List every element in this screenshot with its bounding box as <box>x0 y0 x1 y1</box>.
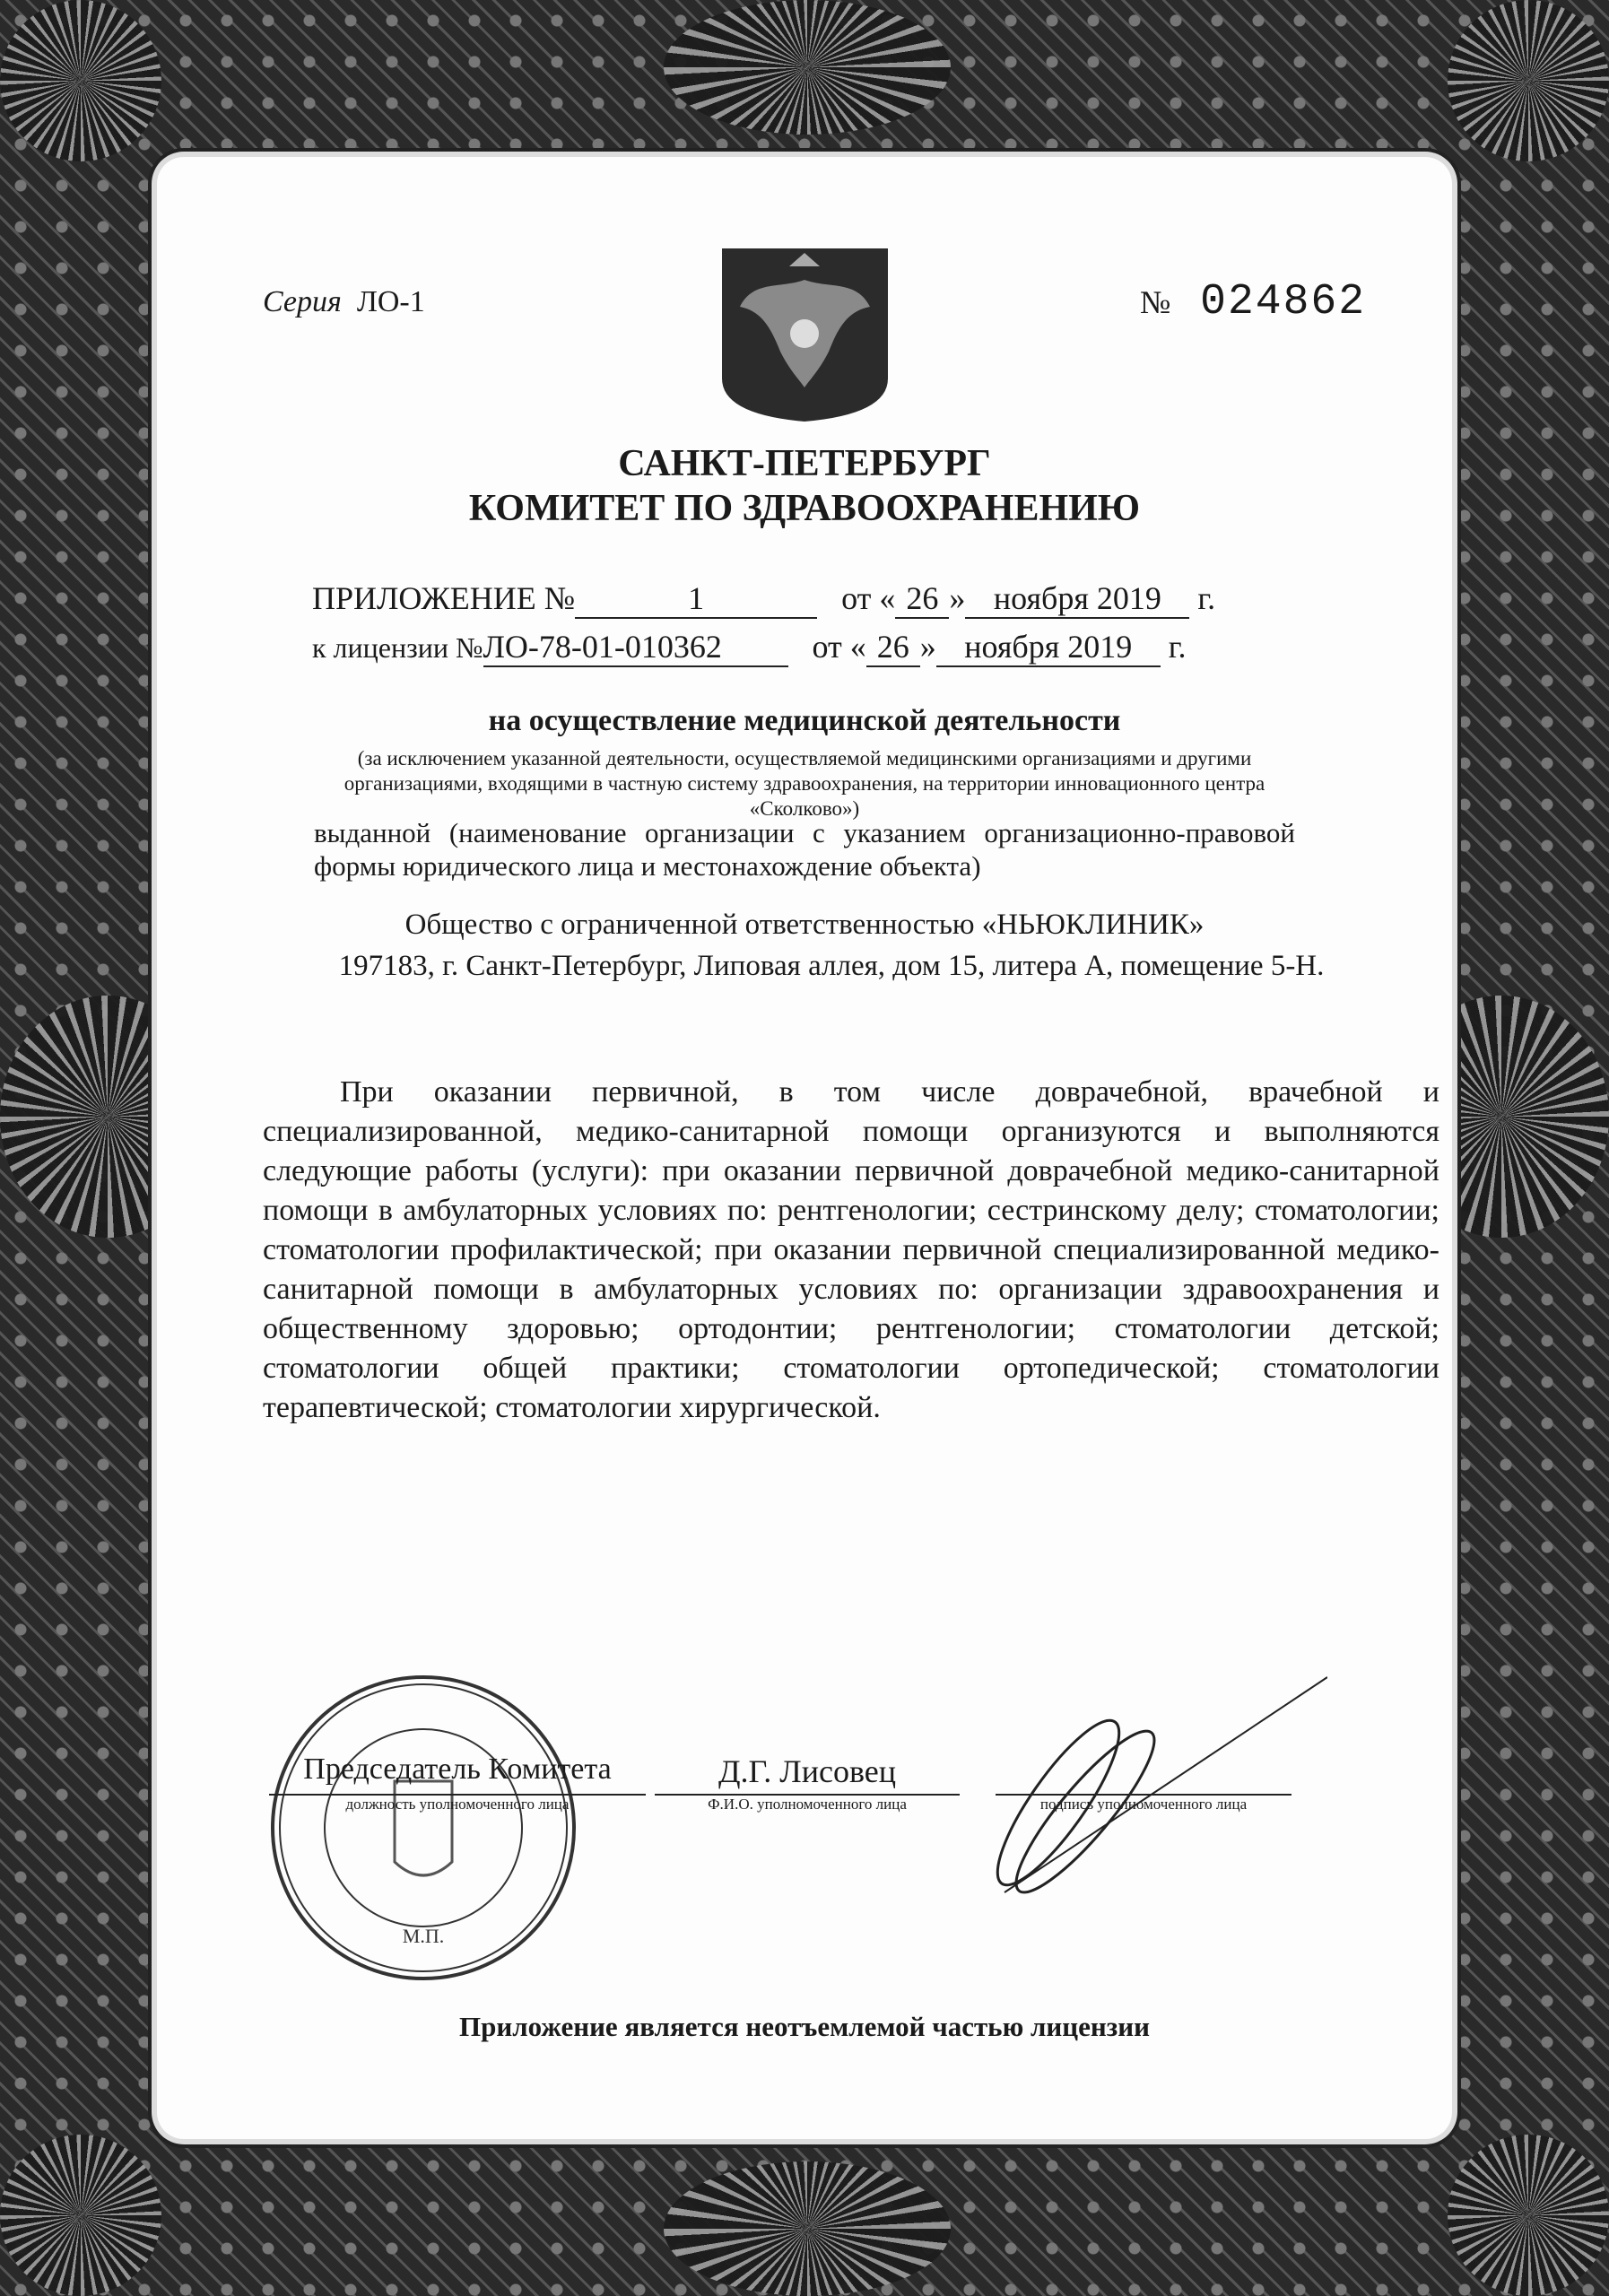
footer-note: Приложение является неотъемлемой частью лицензии <box>459 2011 1150 2042</box>
signature-caption: подпись уполномоченного лица <box>1039 1796 1248 1813</box>
license-line: к лицензии №ЛО-78-01-010362 от « 26 » ноября 2019 г. <box>312 628 1187 667</box>
name-caption: Ф.И.О. уполномоченного лица <box>708 1796 907 1813</box>
corner-ornament <box>0 0 161 161</box>
top-ornament <box>664 0 951 135</box>
official-seal <box>269 1674 578 1983</box>
services-paragraph: При оказании первичной, в том числе доврачебной, врачебной и специализированной, медико-санитарной помощи организуются и выполняются следующие работы (услуги): при оказании первичной доврачебной медико-санитарной помощи в амбулаторных условиях по: рентгенологии; сестринскому делу; стоматологии; стоматологии профилактической; при оказании первичной специализированной медико-санитарной помощи в амбулаторных условиях по: организации здравоохранения и общественному здоровью; ортодонтии; рентгенологии; стоматологии детской; стоматологии общей практики; стоматологии ортопедической; стоматологии терапевтической; стоматологии хирургической. <box>263 1075 1439 1424</box>
exclusion-note: (за исключением указанной деятельности, осуществляемой медицинскими организациями и другими организациями, входящими в частную систему здравоохранения, на территории инновационного центра «Сколково») <box>344 747 1265 820</box>
issuer-title <box>157 441 1452 531</box>
series: Серия ЛО-1 <box>263 285 425 318</box>
appendix-line: ПРИЛОЖЕНИЕ № 1 от « 26 » ноября 2019 г. <box>312 579 1215 619</box>
handwritten-signature <box>951 1668 1327 1901</box>
corner-ornament <box>1448 0 1609 161</box>
organization-address: 197183, г. Санкт-Петербург, Липовая аллея, дом 15, литера А, помещение 5-Н. <box>338 950 1325 982</box>
organization-name: Общество с ограниченной ответственностью «НЬЮКЛИНИК» <box>404 909 1205 941</box>
purpose: на осуществление медицинской деятельности <box>488 704 1121 737</box>
city-heading: САНКТ-ПЕТЕРБУРГ <box>618 443 991 484</box>
form-number: № 024862 <box>1140 278 1366 326</box>
svg-text:М.П.: М.П. <box>402 1925 445 1947</box>
signer-position: Председатель Комитета <box>269 1752 646 1796</box>
bottom-ornament <box>664 2161 951 2296</box>
position-block <box>269 1752 646 1813</box>
coat-of-arms-icon <box>718 244 892 423</box>
position-caption: должность уполномоченного лица <box>345 1796 570 1813</box>
corner-ornament <box>0 2135 161 2296</box>
signer-name: Д.Г. Лисовец <box>655 1752 960 1796</box>
issued-to-note: выданной (наименование организации с указанием организационно-правовой формы юридического лица и местонахождение объекта) <box>314 817 1295 882</box>
name-block <box>655 1752 960 1813</box>
committee-heading: КОМИТЕТ ПО ЗДРАВООХРАНЕНИЮ <box>468 488 1141 529</box>
corner-ornament <box>1448 2135 1609 2296</box>
organization <box>157 904 1452 987</box>
